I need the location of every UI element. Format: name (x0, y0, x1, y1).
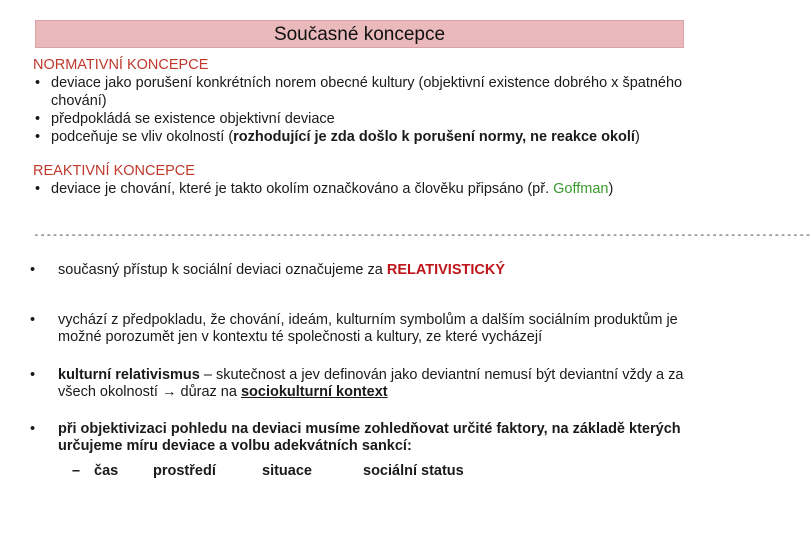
factor-situation: situace (262, 463, 312, 479)
goffman-name: Goffman (553, 181, 609, 197)
emphasis: rozhodující je zda došlo k porušení normy, ne reakce okolí (233, 129, 635, 145)
slide-title: Současné koncepce (35, 20, 684, 48)
factor-list (58, 463, 690, 480)
bullet: • (30, 262, 36, 278)
dashed-divider: ----------------------------------------------------------------------------------------------------------------------------- (33, 228, 811, 241)
bullet: • (30, 367, 36, 383)
reactive-list (33, 180, 708, 198)
cultural-relativism-term: kulturní relativismus (58, 367, 200, 383)
reactive-heading: REAKTIVNÍ KONCEPCE (33, 163, 195, 179)
list-item: • podceňuje se vliv okolností (rozhodující je zda došlo k porušení normy, ne reakce okolí) (33, 128, 708, 146)
sociocultural-context: sociokulturní kontext (240, 384, 388, 400)
list-item: • vychází z předpokladu, že chování, ideám, kulturním symbolům a dalším sociálním produktům je možné porozumět jen v kontextu té společnosti a kultury, ze které vycházejí (30, 312, 678, 345)
list-item: • deviace jako porušení konkrétních norem obecné kultury (objektivní existence dobrého x špatného chování) (33, 74, 708, 110)
bullet: • (30, 312, 36, 328)
normative-list (33, 74, 708, 146)
list-item: • deviace je chování, které je takto okolím označkováno a člověku připsáno (př. Goffman) (33, 180, 708, 198)
bullet: • (30, 421, 36, 437)
factor-dash: – (72, 463, 81, 479)
normative-heading: NORMATIVNÍ KONCEPCE (33, 57, 209, 73)
list-item: • současný přístup k sociální deviaci označujeme za RELATIVISTICKÝ (30, 262, 505, 278)
factor-time: čas (94, 463, 119, 479)
concepts-section (33, 56, 708, 198)
list-item: • při objektivizaci pohledu na deviaci musíme zohledňovat určité faktory, na základě kterých určujeme míru deviace a volbu adekvátních sankcí: – čas prostředí situace sociální status (30, 421, 690, 480)
relativistic-term: RELATIVISTICKÝ (386, 262, 505, 278)
list-item: • předpokládá se existence objektivní deviace (33, 110, 708, 128)
list-item: • kulturní relativismus – skutečnost a jev definován jako deviantní nemusí být deviantní vždy a za všech okolností → důraz na sociokulturní kontext (30, 367, 684, 400)
relativism-section (30, 262, 690, 480)
factor-environment: prostředí (153, 463, 216, 479)
factor-social-status: sociální status (363, 463, 464, 479)
